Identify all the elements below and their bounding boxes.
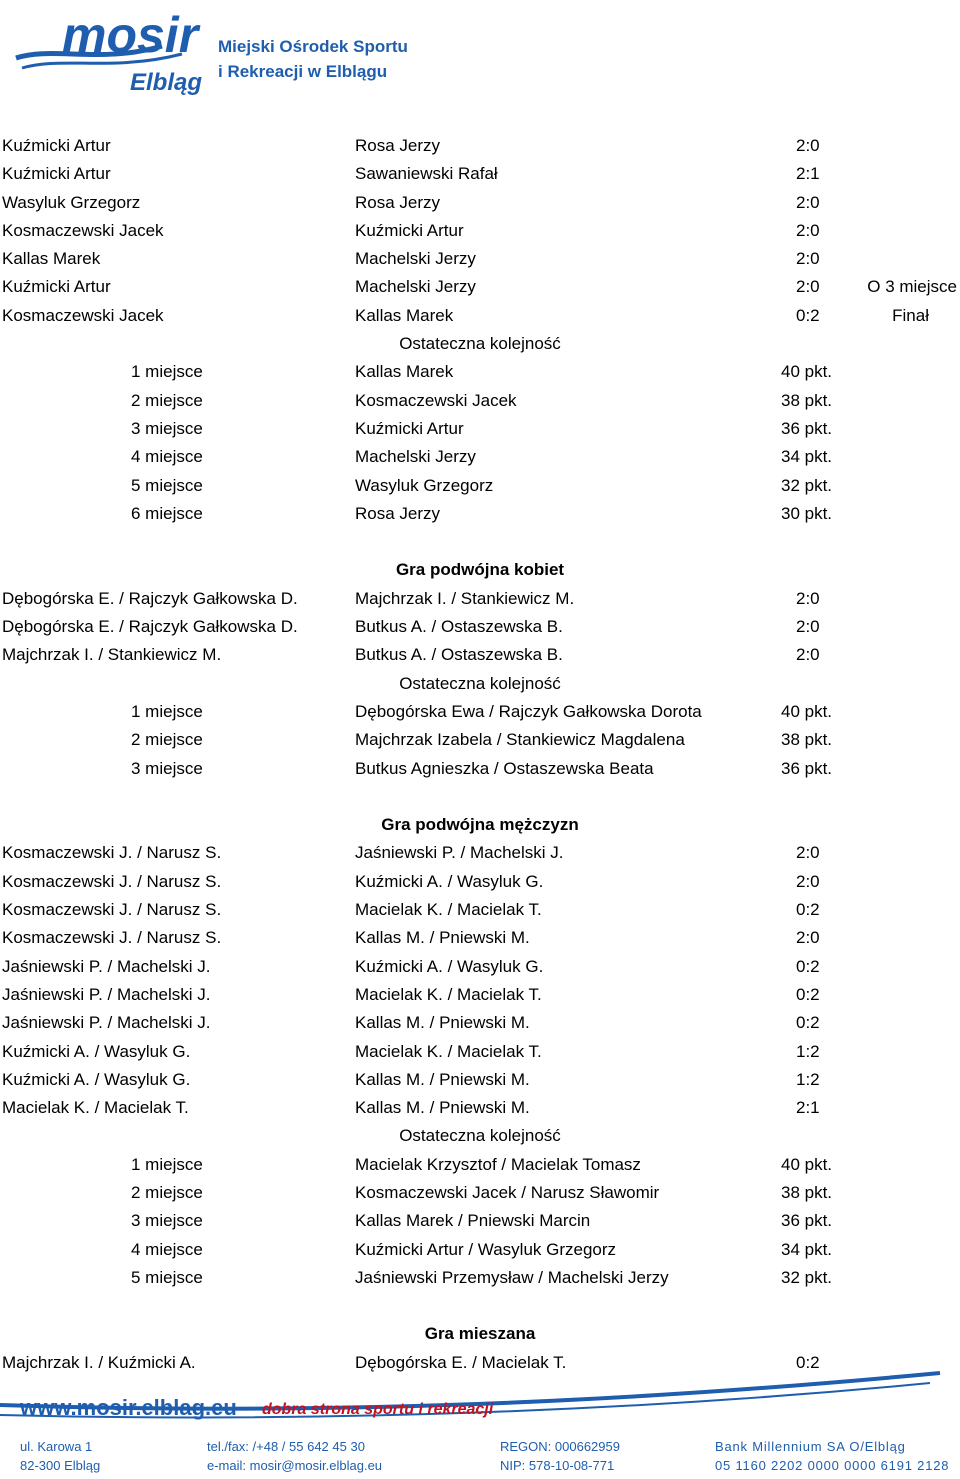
website-link[interactable]: www.mosir.elblag.eu xyxy=(20,1395,237,1420)
player-2: Machelski Jerzy xyxy=(355,277,476,297)
place: 1 miejsce xyxy=(131,701,203,721)
score: 2:0 xyxy=(796,277,820,297)
ranking-row xyxy=(0,1207,960,1235)
points: 36 pkt. xyxy=(781,758,833,778)
contact-block xyxy=(207,1437,382,1475)
pair-2: Kallas M. / Pniewski M. xyxy=(355,1069,530,1089)
player-2: Kuźmicki Artur xyxy=(355,220,464,240)
score: 0:2 xyxy=(796,1352,820,1372)
place: 1 miejsce xyxy=(131,362,203,382)
match-row xyxy=(0,1038,960,1066)
score: 0:2 xyxy=(796,305,820,325)
match-row xyxy=(0,613,960,641)
place: 2 miejsce xyxy=(131,730,203,750)
score: 2:0 xyxy=(796,843,820,863)
ranking-title: Ostateczna kolejność xyxy=(399,334,561,354)
match-row xyxy=(0,273,960,301)
section-heading xyxy=(0,670,960,698)
ranking-row xyxy=(0,698,960,726)
score: 2:0 xyxy=(796,220,820,240)
registry-block xyxy=(500,1437,620,1475)
pair-2: Macielak K. / Macielak T. xyxy=(355,984,542,1004)
ranking-title: Ostateczna kolejność xyxy=(399,673,561,693)
score: 2:1 xyxy=(796,164,820,184)
section-heading xyxy=(0,811,960,839)
ranking-row xyxy=(0,415,960,443)
name: Butkus Agnieszka / Ostaszewska Beata xyxy=(355,758,654,778)
ranking-row xyxy=(0,472,960,500)
ranking-row xyxy=(0,387,960,415)
match-row xyxy=(0,132,960,160)
match-row xyxy=(0,245,960,273)
points: 30 pkt. xyxy=(781,503,833,523)
pair-2: Macielak K. / Macielak T. xyxy=(355,900,542,920)
match-row xyxy=(0,1066,960,1094)
match-row xyxy=(0,641,960,669)
nip: NIP: 578-10-08-771 xyxy=(500,1458,615,1473)
pair-1: Kuźmicki A. / Wasyluk G. xyxy=(2,1041,191,1061)
player-2: Sawaniewski Rafał xyxy=(355,164,498,184)
score: 2:0 xyxy=(796,871,820,891)
pair-2: Kallas M. / Pniewski M. xyxy=(355,1013,530,1033)
score: 0:2 xyxy=(796,1013,820,1033)
match-row xyxy=(0,1009,960,1037)
points: 38 pkt. xyxy=(781,390,833,410)
address-line: 82-300 Elbląg xyxy=(20,1458,101,1473)
pair-2: Kuźmicki A. / Wasyluk G. xyxy=(355,871,544,891)
ranking-title: Ostateczna kolejność xyxy=(399,1126,561,1146)
logo-text: mosir xyxy=(62,7,199,63)
player-1: Kallas Marek xyxy=(2,249,101,269)
player-2: Rosa Jerzy xyxy=(355,192,441,212)
organization-name xyxy=(218,34,408,84)
player-1: Kosmaczewski Jacek xyxy=(2,305,164,325)
match-note: O 3 miejsce xyxy=(867,277,957,297)
points: 36 pkt. xyxy=(781,418,833,438)
player-2: Kallas Marek xyxy=(355,305,454,325)
logo-sub: Elbląg xyxy=(130,69,203,96)
score: 1:2 xyxy=(796,1069,820,1089)
pair-1: Kosmaczewski J. / Narusz S. xyxy=(2,843,222,863)
place: 4 miejsce xyxy=(131,447,203,467)
regon: REGON: 000662959 xyxy=(500,1439,620,1454)
place: 6 miejsce xyxy=(131,503,203,523)
score: 0:2 xyxy=(796,984,820,1004)
pair-1: Jaśniewski P. / Machelski J. xyxy=(2,956,211,976)
name: Kuźmicki Artur xyxy=(355,418,464,438)
player-1: Kuźmicki Artur xyxy=(2,136,111,155)
name: Rosa Jerzy xyxy=(355,503,441,523)
pair-1: Jaśniewski P. / Machelski J. xyxy=(2,1013,211,1033)
name: Dębogórska Ewa / Rajczyk Gałkowska Dorota xyxy=(355,701,702,721)
score: 0:2 xyxy=(796,956,820,976)
section-title: Gra mieszana xyxy=(424,1324,536,1344)
pair-2: Macielak K. / Macielak T. xyxy=(355,1041,542,1061)
name: Kosmaczewski Jacek / Narusz Sławomir xyxy=(355,1182,660,1202)
player-1: Wasyluk Grzegorz xyxy=(2,192,141,212)
points: 32 pkt. xyxy=(781,1267,833,1287)
points: 32 pkt. xyxy=(781,475,833,495)
player-1: Kosmaczewski Jacek xyxy=(2,220,164,240)
address-line: ul. Karowa 1 xyxy=(20,1439,93,1454)
name: Wasyluk Grzegorz xyxy=(355,475,494,495)
match-row xyxy=(0,924,960,952)
ranking-row xyxy=(0,443,960,471)
mosir-logo xyxy=(12,6,207,98)
pair-1: Majchrzak I. / Kuźmicki A. xyxy=(2,1352,196,1372)
ranking-row xyxy=(0,1236,960,1264)
place: 2 miejsce xyxy=(131,1182,203,1202)
page-header xyxy=(0,0,960,110)
spacer xyxy=(0,528,960,556)
player-2: Rosa Jerzy xyxy=(355,136,441,155)
org-line-2: i Rekreacji w Elblągu xyxy=(218,62,388,81)
place: 5 miejsce xyxy=(131,475,203,495)
section-heading xyxy=(0,330,960,358)
name: Kuźmicki Artur / Wasyluk Grzegorz xyxy=(355,1239,617,1259)
place: 3 miejsce xyxy=(131,418,203,438)
place: 5 miejsce xyxy=(131,1267,203,1287)
place: 3 miejsce xyxy=(131,758,203,778)
place: 3 miejsce xyxy=(131,1211,203,1231)
section-heading xyxy=(0,1320,960,1348)
email[interactable]: e-mail: mosir@mosir.elblag.eu xyxy=(207,1458,383,1473)
match-note: Finał xyxy=(892,305,929,325)
pair-1: Kosmaczewski J. / Narusz S. xyxy=(2,928,222,948)
score: 2:0 xyxy=(796,192,820,212)
pair-1: Dębogórska E. / Rajczyk Gałkowska D. xyxy=(2,617,298,637)
name: Majchrzak Izabela / Stankiewicz Magdalena xyxy=(355,730,685,750)
ranking-row xyxy=(0,726,960,754)
place: 1 miejsce xyxy=(131,1154,203,1174)
org-line-1: Miejski Ośrodek Sportu xyxy=(218,37,408,56)
pair-1: Kosmaczewski J. / Narusz S. xyxy=(2,871,222,891)
score: 2:0 xyxy=(796,645,820,665)
pair-1: Jaśniewski P. / Machelski J. xyxy=(2,984,211,1004)
score: 1:2 xyxy=(796,1041,820,1061)
match-row xyxy=(0,953,960,981)
section-heading xyxy=(0,556,960,584)
pair-2: Jaśniewski P. / Machelski J. xyxy=(355,843,564,863)
score: 2:0 xyxy=(796,588,820,608)
pair-2: Kallas M. / Pniewski M. xyxy=(355,1098,530,1118)
place: 2 miejsce xyxy=(131,390,203,410)
score: 2:1 xyxy=(796,1098,820,1118)
score: 0:2 xyxy=(796,900,820,920)
pair-2: Dębogórska E. / Macielak T. xyxy=(355,1352,567,1372)
pair-1: Kosmaczewski J. / Narusz S. xyxy=(2,900,222,920)
match-row xyxy=(0,1094,960,1122)
slogan: dobra strona sportu i rekreacji xyxy=(262,1401,494,1418)
match-row xyxy=(0,160,960,188)
score: 2:0 xyxy=(796,617,820,637)
match-row xyxy=(0,217,960,245)
match-row xyxy=(0,981,960,1009)
ranking-row xyxy=(0,1264,960,1292)
section-heading xyxy=(0,1122,960,1150)
ranking-row xyxy=(0,500,960,528)
pair-2: Majchrzak I. / Stankiewicz M. xyxy=(355,588,575,608)
pair-1: Kuźmicki A. / Wasyluk G. xyxy=(2,1069,191,1089)
spacer xyxy=(0,1292,960,1320)
score: 2:0 xyxy=(796,136,820,155)
address-block xyxy=(20,1437,100,1475)
results-document xyxy=(0,132,960,1377)
place: 4 miejsce xyxy=(131,1239,203,1259)
points: 34 pkt. xyxy=(781,447,833,467)
pair-1: Macielak K. / Macielak T. xyxy=(2,1098,189,1118)
match-row xyxy=(0,868,960,896)
points: 38 pkt. xyxy=(781,730,833,750)
section-title: Gra podwójna kobiet xyxy=(395,560,565,580)
points: 34 pkt. xyxy=(781,1239,833,1259)
pair-1: Dębogórska E. / Rajczyk Gałkowska D. xyxy=(2,588,298,608)
pair-1: Majchrzak I. / Stankiewicz M. xyxy=(2,645,222,665)
points: 40 pkt. xyxy=(781,362,833,382)
bank-name: Bank Millennium SA O/Elbląg xyxy=(715,1439,906,1454)
spacer xyxy=(0,783,960,811)
section-title: Gra podwójna mężczyzn xyxy=(381,815,579,835)
name: Kallas Marek xyxy=(355,362,454,382)
name: Machelski Jerzy xyxy=(355,447,476,467)
name: Jaśniewski Przemysław / Machelski Jerzy xyxy=(355,1267,669,1287)
pair-2: Butkus A. / Ostaszewska B. xyxy=(355,617,563,637)
points: 40 pkt. xyxy=(781,1154,833,1174)
player-2: Machelski Jerzy xyxy=(355,249,476,269)
ranking-row xyxy=(0,1151,960,1179)
ranking-row xyxy=(0,1179,960,1207)
name: Macielak Krzysztof / Macielak Tomasz xyxy=(355,1154,641,1174)
match-row xyxy=(0,896,960,924)
score: 2:0 xyxy=(796,249,820,269)
points: 36 pkt. xyxy=(781,1211,833,1231)
match-row xyxy=(0,189,960,217)
player-1: Kuźmicki Artur xyxy=(2,164,111,184)
match-row xyxy=(0,839,960,867)
pair-2: Butkus A. / Ostaszewska B. xyxy=(355,645,563,665)
points: 40 pkt. xyxy=(781,701,833,721)
phone: tel./fax: /+48 / 55 642 45 30 xyxy=(207,1439,365,1454)
ranking-row xyxy=(0,358,960,386)
bank-block xyxy=(715,1437,949,1475)
match-row xyxy=(0,302,960,330)
page-footer xyxy=(0,1365,960,1479)
points: 38 pkt. xyxy=(781,1182,833,1202)
pair-2: Kallas M. / Pniewski M. xyxy=(355,928,530,948)
player-1: Kuźmicki Artur xyxy=(2,277,111,297)
bank-account: 05 1160 2202 0000 0000 6191 2128 xyxy=(715,1458,950,1473)
name: Kosmaczewski Jacek xyxy=(355,390,517,410)
score: 2:0 xyxy=(796,928,820,948)
ranking-row xyxy=(0,755,960,783)
match-row xyxy=(0,585,960,613)
name: Kallas Marek / Pniewski Marcin xyxy=(355,1211,591,1231)
pair-2: Kuźmicki A. / Wasyluk G. xyxy=(355,956,544,976)
